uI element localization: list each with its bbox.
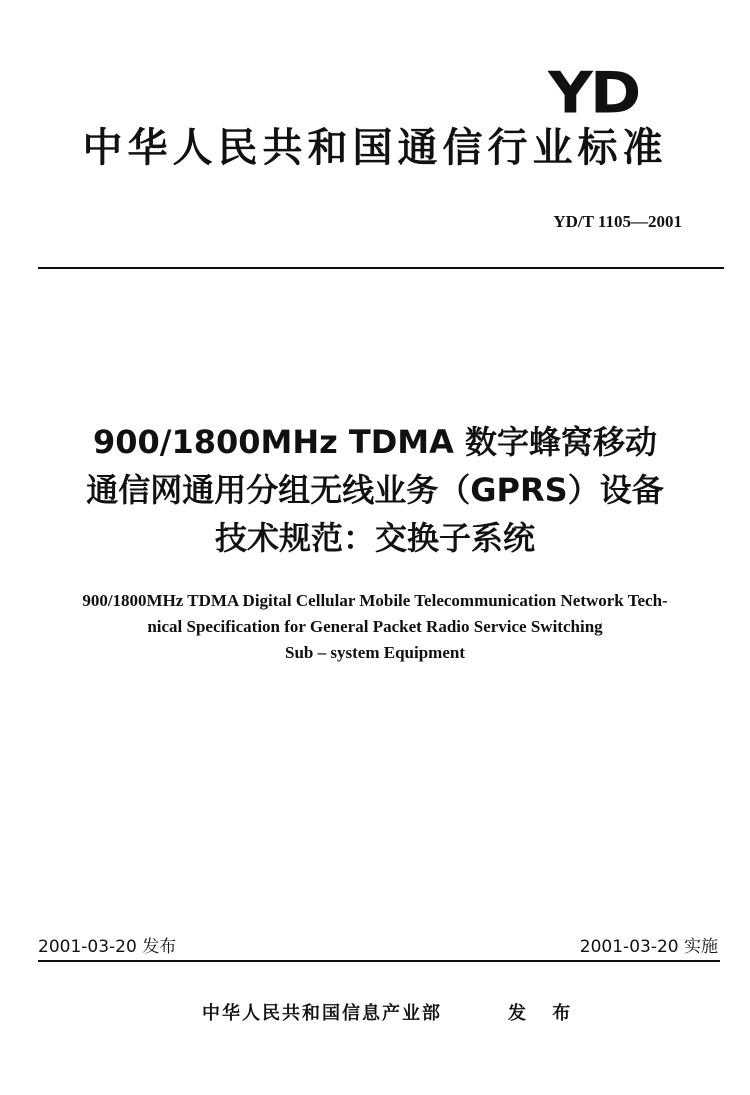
english-title	[0, 588, 750, 666]
chinese-title-line: 通信网通用分组无线业务（GPRS）设备	[86, 471, 664, 509]
organization-title: 中华人民共和国通信行业标准	[82, 125, 668, 171]
implementation-date: 2001-03-20 实施	[579, 937, 718, 957]
english-title-line: Sub – system Equipment	[285, 643, 465, 662]
publish-label: 发 布	[508, 1003, 581, 1024]
yd-logo: YD	[548, 58, 639, 127]
chinese-title-line: 900/1800MHz TDMA 数字蜂窝移动	[92, 423, 658, 461]
english-title-line: 900/1800MHz TDMA Digital Cellular Mobile Telecommunication Network Tech-	[82, 591, 668, 610]
publisher: 中华人民共和国信息产业部	[202, 1003, 442, 1024]
issue-date: 2001-03-20 发布	[38, 937, 177, 957]
standard-number: YD/T 1105—2001	[553, 212, 682, 231]
chinese-title-line: 技术规范：交换子系统	[214, 519, 535, 557]
english-title-line: nical Specification for General Packet Radio Service Switching	[147, 617, 603, 636]
top-divider	[38, 267, 724, 269]
chinese-title	[0, 418, 750, 562]
bottom-divider	[38, 960, 720, 962]
